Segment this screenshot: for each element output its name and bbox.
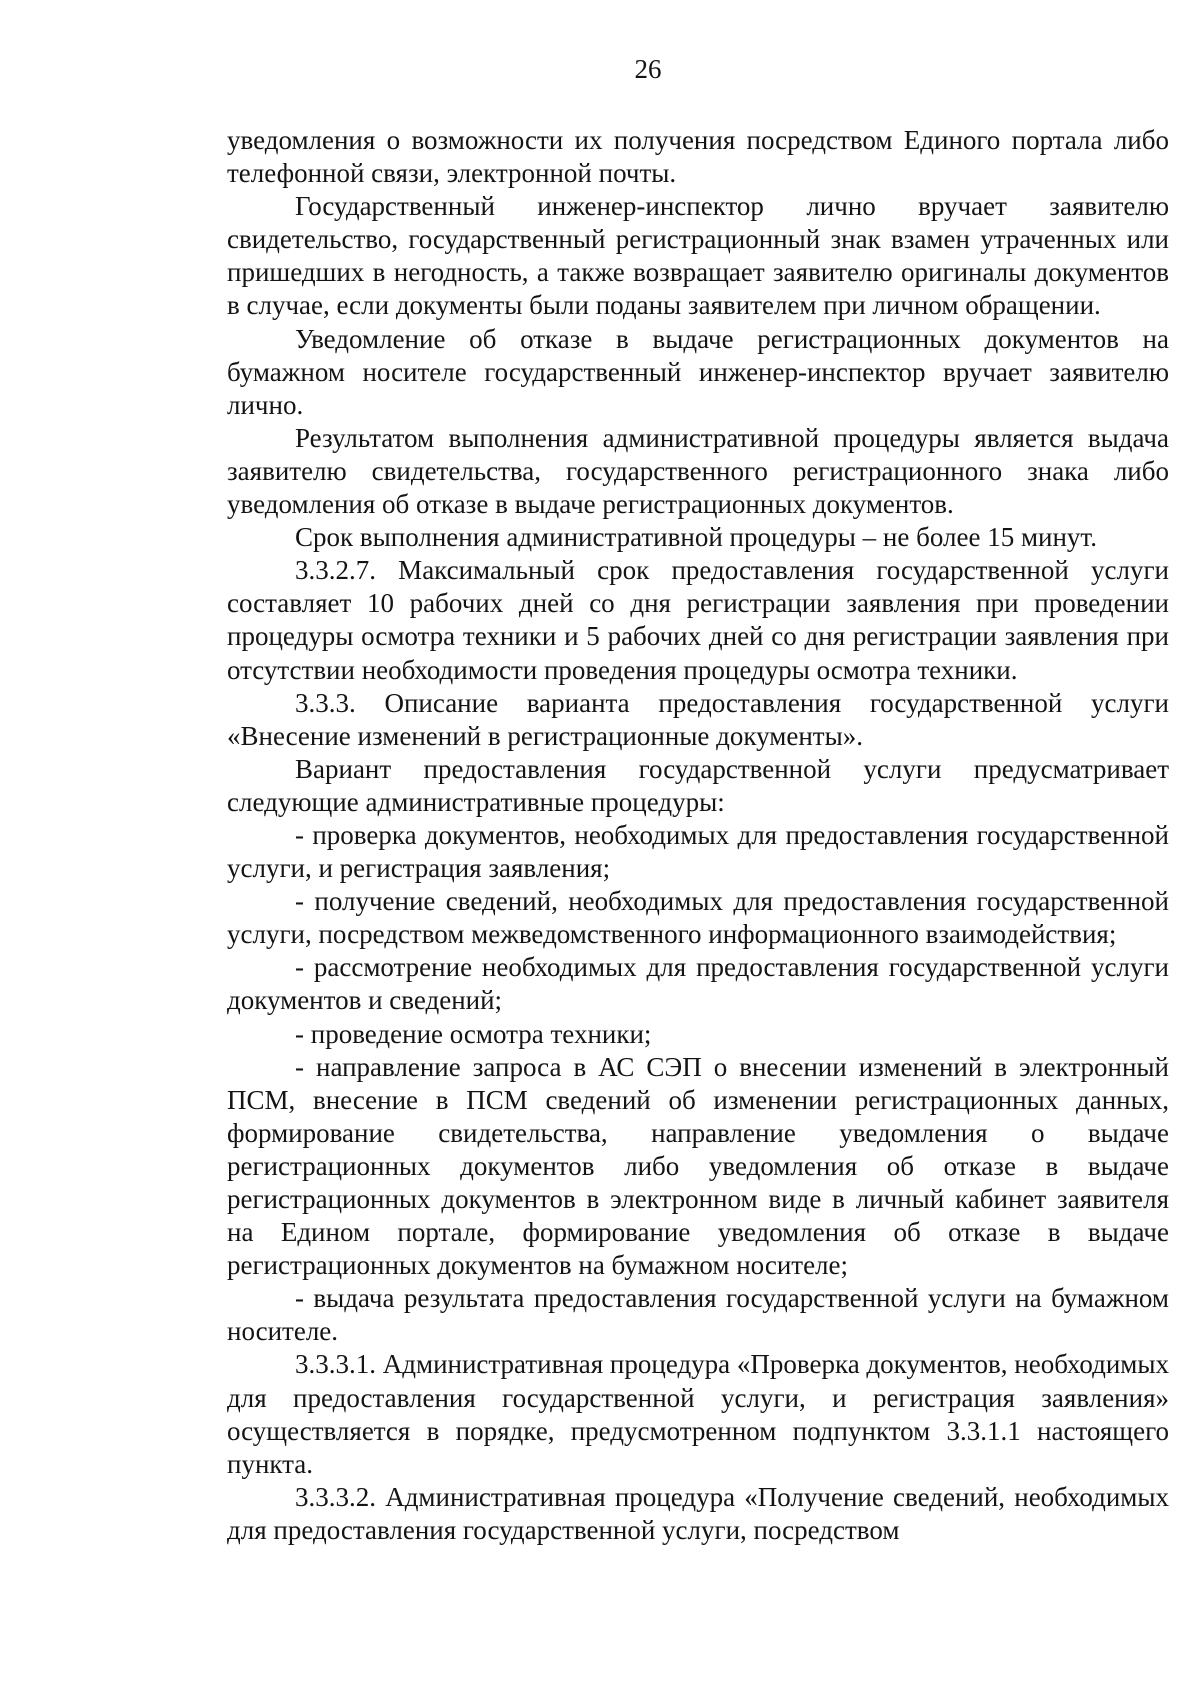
paragraph-refusal-notice: Уведомление об отказе в выдаче регистрационных документов на бумажном носителе государственный инженер-инспектор вручает заявителю лично.	[227, 323, 1169, 420]
paragraph-variant-procedures: Вариант предоставления государственной услуги предусматривает следующие административные процедуры:	[227, 753, 1169, 817]
page-number: 26	[634, 54, 662, 84]
document-body	[227, 124, 1169, 1547]
paragraph-3-3-3: 3.3.3. Описание варианта предоставления государственной услуги «Внесение изменений в регистрационные документы».	[227, 687, 1169, 751]
paragraph-3-3-2-7: 3.3.2.7. Максимальный срок предоставления государственной услуги составляет 10 рабочих дней со дня регистрации заявления при проведении процедуры осмотра техники и 5 рабочих дней со дня регистрации заявления при отсутствии необходимости проведения процедуры осмотра техники.	[227, 555, 1169, 685]
list-item-request-as-sep: - направление запроса в АС СЭП о внесении изменений в электронный ПСМ, внесение в ПСМ сведений об изменении регистрационных данных, формирование свидетельства, направление уведомления о выдаче регистрационных документов либо уведомления об отказе в выдаче регистрационных документов в электронном виде в личный кабинет заявителя на Едином портале, формирование уведомления об отказе в выдаче регистрационных документов на бумажном носителе;	[227, 1051, 1169, 1281]
paragraph-3-3-3-2: 3.3.3.2. Административная процедура «Получение сведений, необходимых для предоставления государственной услуги, посредством	[227, 1481, 1169, 1545]
list-item-review: - рассмотрение необходимых для предоставления государственной услуги документов и сведений;	[227, 952, 1169, 1016]
list-item-inspection: - проведение осмотра техники;	[295, 1018, 652, 1049]
paragraph-continuation: уведомления о возможности их получения посредством Единого портала либо телефонной связи, электронной почты.	[227, 125, 1169, 189]
list-item-interagency-info: - получение сведений, необходимых для предоставления государственной услуги, посредством межведомственного информационного взаимодействия;	[227, 886, 1169, 950]
list-item-paper-result: - выдача результата предоставления государственной услуги на бумажном носителе.	[227, 1283, 1169, 1347]
paragraph-3-3-3-1: 3.3.3.1. Административная процедура «Проверка документов, необходимых для предоставления государственной услуги, и регистрация заявления» осуществляется в порядке, предусмотренном подпунктом 3.3.1.1 настоящего пункта.	[227, 1349, 1170, 1479]
paragraph-procedure-result: Результатом выполнения административной процедуры является выдача заявителю свидетельства, государственного регистрационного знака либо уведомления об отказе в выдаче регистрационных документов.	[227, 422, 1169, 520]
list-item-document-check: - проверка документов, необходимых для предоставления государственной услуги, и регистрация заявления;	[227, 819, 1169, 884]
paragraph-inspector-hands-over: Государственный инженер-инспектор лично вручает заявителю свидетельство, государственный регистрационный знак взамен утраченных или пришедших в негодность, а также возвращает заявителю оригиналы документов в случае, если документы были поданы заявителем при личном обращении.	[227, 191, 1169, 321]
paragraph-procedure-term: Срок выполнения административной процедуры – не более 15 минут.	[295, 522, 1097, 553]
